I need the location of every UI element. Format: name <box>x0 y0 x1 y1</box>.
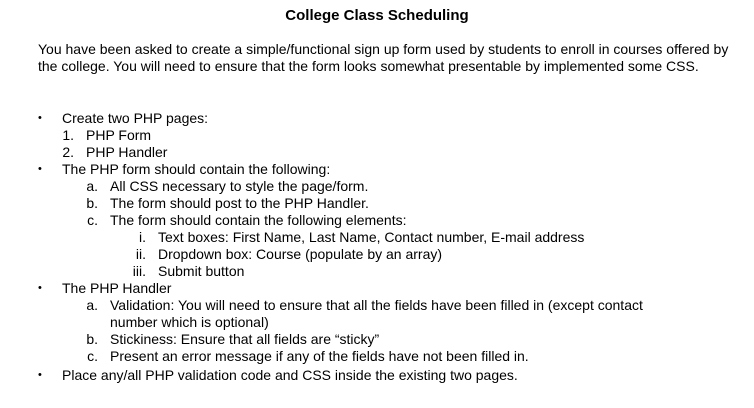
bullet-text: The PHP form should contain the following: <box>62 161 331 177</box>
list-marker: 2. <box>62 144 74 160</box>
bullet-marker: • <box>38 282 42 294</box>
bullet-text: Place any/all PHP validation code and CSS inside the existing two pages. <box>62 367 518 383</box>
sublist-marker: i. <box>139 229 146 245</box>
intro-paragraph: You have been asked to create a simple/functional sign up form used by students to enroll in courses offered by the college. You will need to ensure that the form looks somewhat presentable by implemented some CSS. <box>38 41 729 74</box>
list-marker: c. <box>87 348 98 364</box>
document-title: College Class Scheduling <box>285 7 469 24</box>
bullet-text: The PHP Handler <box>62 280 172 296</box>
bullet-marker: • <box>38 163 42 175</box>
sublist-marker: iii. <box>132 263 146 279</box>
sublist-item-text: Text boxes: First Name, Last Name, Contact number, E-mail address <box>158 229 585 245</box>
list-item-text: The form should contain the following elements: <box>110 212 407 228</box>
list-marker: 1. <box>62 127 74 143</box>
list-marker: a. <box>86 297 98 313</box>
list-item-text: PHP Form <box>86 127 152 143</box>
list-item-text: Stickiness: Ensure that all fields are “sticky” <box>110 331 380 347</box>
bullet-marker: • <box>38 112 42 124</box>
bullet-text: Create two PHP pages: <box>62 110 209 126</box>
list-item-text-continued: number which is optional) <box>110 314 269 330</box>
sublist-item-text: Dropdown box: Course (populate by an array) <box>158 246 443 262</box>
list-item-text: The form should post to the PHP Handler. <box>110 195 369 211</box>
list-marker: b. <box>86 195 98 211</box>
list-item-text: Validation: You will need to ensure that all the fields have been filled in (except contact <box>110 297 643 313</box>
list-item-text: All CSS necessary to style the page/form. <box>110 178 369 194</box>
list-item-text: PHP Handler <box>86 144 168 160</box>
list-marker: a. <box>86 178 98 194</box>
sublist-marker: ii. <box>135 246 146 262</box>
list-marker: c. <box>87 212 98 228</box>
list-item-text: Present an error message if any of the fields have not been filled in. <box>110 348 529 364</box>
bullet-marker: • <box>38 369 42 381</box>
list-marker: b. <box>86 331 98 347</box>
sublist-item-text: Submit button <box>158 263 245 279</box>
